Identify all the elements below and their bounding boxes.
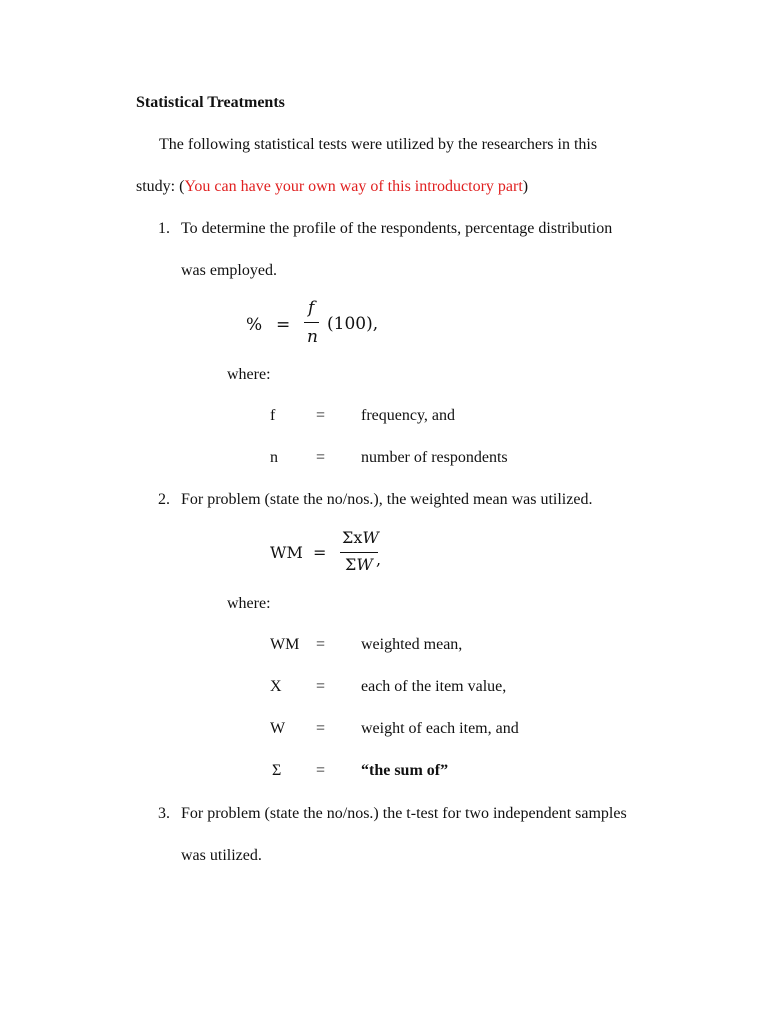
def-symbol: W bbox=[270, 720, 286, 737]
item-2-number: 2. bbox=[158, 491, 170, 508]
def-symbol: Σ bbox=[272, 762, 282, 779]
fraction-bar bbox=[340, 552, 378, 553]
wm-symbol: WM bbox=[270, 543, 303, 562]
def-equals: = bbox=[316, 636, 326, 653]
fraction-bar bbox=[304, 322, 319, 323]
where-label-2: where: bbox=[227, 595, 271, 612]
item-3-line-1: For problem (state the no/nos.) the t-test for two independent samples bbox=[181, 805, 627, 822]
def-description: “the sum of” bbox=[361, 762, 449, 779]
def-description: each of the item value, bbox=[361, 678, 507, 695]
def-symbol: f bbox=[270, 407, 276, 424]
def-symbol: X bbox=[270, 678, 282, 695]
def-equals: = bbox=[316, 449, 326, 466]
intro-prefix: study: ( bbox=[136, 178, 185, 195]
intro-suffix: ) bbox=[522, 178, 529, 195]
fraction-numerator: f bbox=[308, 298, 315, 318]
item-3-line-2: was utilized. bbox=[181, 847, 262, 864]
def-description: number of respondents bbox=[361, 449, 508, 466]
intro-line-1: The following statistical tests were utilized by the researchers in this bbox=[159, 136, 598, 153]
fraction-denominator bbox=[345, 557, 373, 573]
def-equals: = bbox=[316, 762, 326, 779]
formula-rhs: (100), bbox=[327, 314, 379, 334]
intro-line-2 bbox=[136, 179, 528, 195]
w-variable: W bbox=[362, 528, 379, 547]
fraction-numerator bbox=[342, 530, 379, 546]
w-variable: W bbox=[356, 555, 373, 574]
def-equals: = bbox=[316, 678, 326, 695]
percent-symbol: % bbox=[246, 315, 263, 335]
def-symbol: n bbox=[270, 449, 278, 466]
def-description: weighted mean, bbox=[361, 636, 463, 653]
item-2-line-1: For problem (state the no/nos.), the weighted mean was utilized. bbox=[181, 491, 593, 508]
where-label-1: where: bbox=[227, 366, 271, 383]
item-1-line-1: To determine the profile of the respondents, percentage distribution bbox=[181, 220, 613, 237]
formula-comma: , bbox=[376, 550, 382, 569]
sigma-x: Σx bbox=[342, 528, 363, 547]
equals-sign: = bbox=[313, 543, 327, 562]
def-equals: = bbox=[316, 720, 326, 737]
def-description: weight of each item, and bbox=[361, 720, 519, 737]
item-1-number: 1. bbox=[158, 220, 170, 237]
fraction-denominator: n bbox=[307, 327, 318, 347]
item-3-number: 3. bbox=[158, 805, 170, 822]
item-1-line-2: was employed. bbox=[181, 262, 277, 279]
equals-sign: = bbox=[276, 315, 291, 335]
def-equals: = bbox=[316, 407, 326, 424]
intro-red-note: You can have your own way of this introductory part bbox=[184, 178, 523, 195]
def-symbol: WM bbox=[270, 636, 300, 653]
section-heading: Statistical Treatments bbox=[136, 94, 285, 111]
def-description: frequency, and bbox=[361, 407, 456, 424]
sigma: Σ bbox=[345, 555, 357, 574]
